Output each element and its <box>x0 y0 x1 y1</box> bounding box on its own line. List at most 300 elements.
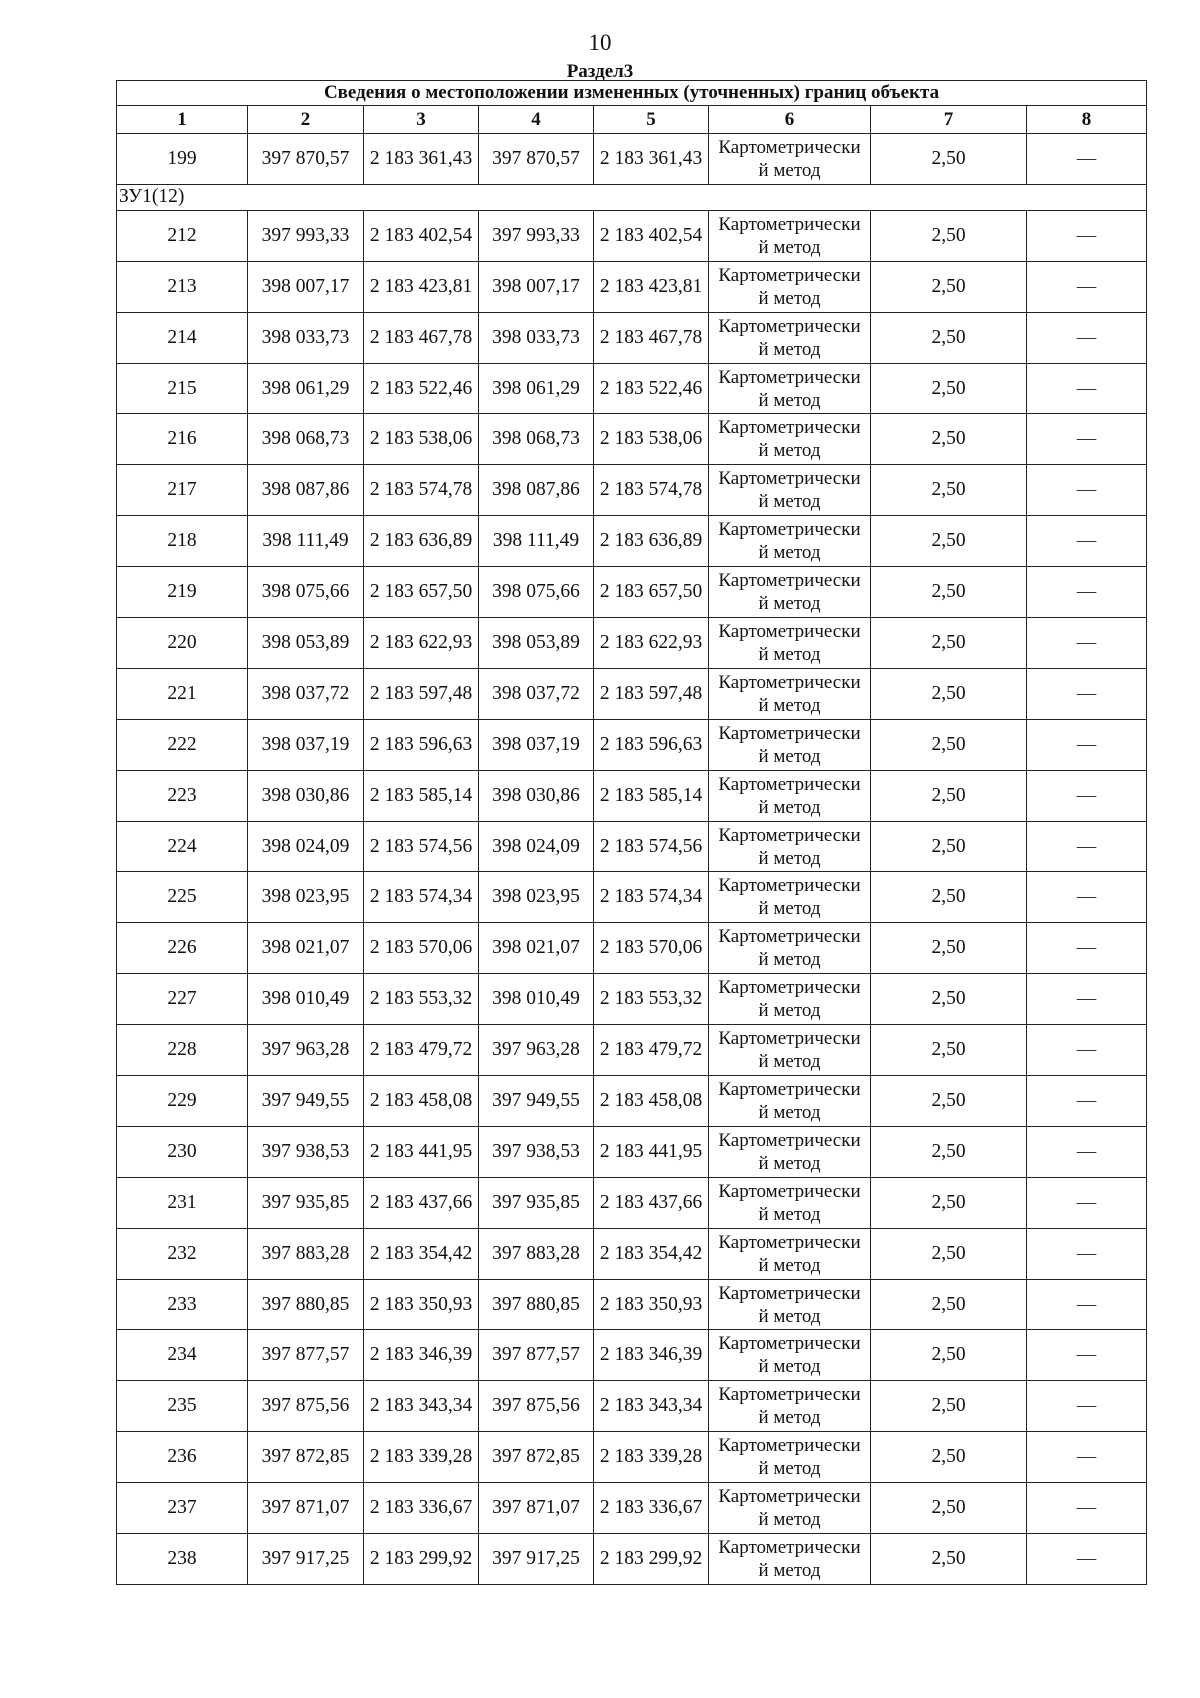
y-existing-cell: 2 183 423,81 <box>364 261 479 312</box>
column-number: 2 <box>248 106 364 134</box>
method-line: Картометрически <box>718 1384 861 1406</box>
method-line: Картометрически <box>718 1129 861 1151</box>
x-new-cell: 398 024,09 <box>479 821 594 872</box>
accuracy-cell: 2,50 <box>871 1076 1027 1127</box>
method-line: й метод <box>758 1356 821 1378</box>
table-row <box>117 618 1147 669</box>
x-existing-cell: 397 993,33 <box>248 210 364 261</box>
accuracy-cell: 2,50 <box>871 261 1027 312</box>
y-new-cell: 2 183 423,81 <box>594 261 709 312</box>
point-number-cell: 238 <box>117 1534 248 1585</box>
point-number-cell: 230 <box>117 1126 248 1177</box>
method-line: й метод <box>758 1254 821 1276</box>
x-existing-cell: 397 871,07 <box>248 1483 364 1534</box>
y-existing-cell: 2 183 570,06 <box>364 923 479 974</box>
note-cell: — <box>1027 312 1147 363</box>
note-cell: — <box>1027 210 1147 261</box>
method-cell <box>709 923 871 974</box>
accuracy-cell: 2,50 <box>871 1483 1027 1534</box>
method-line: й метод <box>758 1051 821 1073</box>
y-existing-cell: 2 183 574,34 <box>364 872 479 923</box>
x-new-cell: 397 883,28 <box>479 1228 594 1279</box>
accuracy-cell: 2,50 <box>871 668 1027 719</box>
accuracy-cell: 2,50 <box>871 618 1027 669</box>
accuracy-cell: 2,50 <box>871 312 1027 363</box>
x-new-cell: 397 872,85 <box>479 1432 594 1483</box>
table-row <box>117 312 1147 363</box>
method-line: Картометрически <box>718 824 861 846</box>
x-existing-cell: 398 053,89 <box>248 618 364 669</box>
y-new-cell: 2 183 299,92 <box>594 1534 709 1585</box>
y-existing-cell: 2 183 350,93 <box>364 1279 479 1330</box>
x-new-cell: 398 111,49 <box>479 516 594 567</box>
method-line: й метод <box>758 1458 821 1480</box>
table-row <box>117 974 1147 1025</box>
method-line: Картометрически <box>718 620 861 642</box>
note-cell: — <box>1027 134 1147 185</box>
method-cell <box>709 261 871 312</box>
note-cell: — <box>1027 821 1147 872</box>
method-line: Картометрически <box>718 722 861 744</box>
point-number-cell: 227 <box>117 974 248 1025</box>
method-line: й метод <box>758 287 821 309</box>
page-number: 10 <box>588 30 612 55</box>
accuracy-cell: 2,50 <box>871 974 1027 1025</box>
accuracy-cell: 2,50 <box>871 465 1027 516</box>
method-line: Картометрически <box>718 1078 861 1100</box>
table-row <box>117 261 1147 312</box>
accuracy-cell: 2,50 <box>871 1381 1027 1432</box>
x-new-cell: 398 033,73 <box>479 312 594 363</box>
note-cell: — <box>1027 618 1147 669</box>
method-cell <box>709 465 871 516</box>
method-line: й метод <box>758 159 821 181</box>
method-line: й метод <box>758 1101 821 1123</box>
y-new-cell: 2 183 597,48 <box>594 668 709 719</box>
y-new-cell: 2 183 441,95 <box>594 1126 709 1177</box>
x-new-cell: 398 030,86 <box>479 770 594 821</box>
note-cell: — <box>1027 1381 1147 1432</box>
method-cell <box>709 668 871 719</box>
x-existing-cell: 398 007,17 <box>248 261 364 312</box>
y-existing-cell: 2 183 299,92 <box>364 1534 479 1585</box>
y-new-cell: 2 183 346,39 <box>594 1330 709 1381</box>
method-cell <box>709 1177 871 1228</box>
point-number-cell: 226 <box>117 923 248 974</box>
y-new-cell: 2 183 522,46 <box>594 363 709 414</box>
point-number-cell: 215 <box>117 363 248 414</box>
method-cell <box>709 719 871 770</box>
y-existing-cell: 2 183 458,08 <box>364 1076 479 1127</box>
method-line: Картометрически <box>718 1333 861 1355</box>
x-existing-cell: 398 021,07 <box>248 923 364 974</box>
table-row <box>117 668 1147 719</box>
accuracy-cell: 2,50 <box>871 1279 1027 1330</box>
method-line: й метод <box>758 1000 821 1022</box>
x-new-cell: 397 949,55 <box>479 1076 594 1127</box>
y-new-cell: 2 183 402,54 <box>594 210 709 261</box>
x-new-cell: 397 938,53 <box>479 1126 594 1177</box>
method-cell <box>709 414 871 465</box>
y-new-cell: 2 183 622,93 <box>594 618 709 669</box>
table-row <box>117 1228 1147 1279</box>
point-number-cell: 212 <box>117 210 248 261</box>
method-cell <box>709 363 871 414</box>
y-new-cell: 2 183 458,08 <box>594 1076 709 1127</box>
note-cell: — <box>1027 1076 1147 1127</box>
section-title: Раздел3 <box>566 61 634 82</box>
method-line: й метод <box>758 796 821 818</box>
accuracy-cell: 2,50 <box>871 1025 1027 1076</box>
point-number-cell: 237 <box>117 1483 248 1534</box>
x-existing-cell: 398 010,49 <box>248 974 364 1025</box>
y-existing-cell: 2 183 585,14 <box>364 770 479 821</box>
table-row <box>117 134 1147 185</box>
y-existing-cell: 2 183 339,28 <box>364 1432 479 1483</box>
y-new-cell: 2 183 354,42 <box>594 1228 709 1279</box>
y-new-cell: 2 183 553,32 <box>594 974 709 1025</box>
table-row <box>117 1381 1147 1432</box>
x-existing-cell: 397 880,85 <box>248 1279 364 1330</box>
note-cell: — <box>1027 923 1147 974</box>
y-existing-cell: 2 183 596,63 <box>364 719 479 770</box>
y-new-cell: 2 183 574,56 <box>594 821 709 872</box>
point-number-cell: 236 <box>117 1432 248 1483</box>
x-existing-cell: 398 061,29 <box>248 363 364 414</box>
note-cell: — <box>1027 974 1147 1025</box>
method-cell <box>709 1432 871 1483</box>
x-new-cell: 398 075,66 <box>479 567 594 618</box>
method-line: Картометрически <box>718 315 861 337</box>
accuracy-cell: 2,50 <box>871 872 1027 923</box>
method-line: й метод <box>758 389 821 411</box>
method-cell <box>709 1076 871 1127</box>
note-cell: — <box>1027 1279 1147 1330</box>
note-cell: — <box>1027 668 1147 719</box>
point-number-cell: 216 <box>117 414 248 465</box>
y-existing-cell: 2 183 636,89 <box>364 516 479 567</box>
note-cell: — <box>1027 516 1147 567</box>
x-new-cell: 397 880,85 <box>479 1279 594 1330</box>
point-number-cell: 234 <box>117 1330 248 1381</box>
table-row <box>117 1076 1147 1127</box>
method-line: Картометрически <box>718 366 861 388</box>
point-number-cell: 221 <box>117 668 248 719</box>
accuracy-cell: 2,50 <box>871 770 1027 821</box>
table-row <box>117 516 1147 567</box>
method-line: й метод <box>758 440 821 462</box>
y-existing-cell: 2 183 574,78 <box>364 465 479 516</box>
y-existing-cell: 2 183 657,50 <box>364 567 479 618</box>
x-new-cell: 397 935,85 <box>479 1177 594 1228</box>
x-existing-cell: 397 963,28 <box>248 1025 364 1076</box>
accuracy-cell: 2,50 <box>871 1330 1027 1381</box>
y-new-cell: 2 183 467,78 <box>594 312 709 363</box>
note-cell: — <box>1027 1432 1147 1483</box>
method-line: Картометрически <box>718 136 861 158</box>
point-number-cell: 219 <box>117 567 248 618</box>
method-line: й метод <box>758 491 821 513</box>
y-new-cell: 2 183 657,50 <box>594 567 709 618</box>
y-existing-cell: 2 183 346,39 <box>364 1330 479 1381</box>
y-new-cell: 2 183 636,89 <box>594 516 709 567</box>
x-existing-cell: 398 111,49 <box>248 516 364 567</box>
table-row <box>117 363 1147 414</box>
accuracy-cell: 2,50 <box>871 516 1027 567</box>
method-line: й метод <box>758 338 821 360</box>
y-new-cell: 2 183 585,14 <box>594 770 709 821</box>
note-cell: — <box>1027 1025 1147 1076</box>
x-new-cell: 398 023,95 <box>479 872 594 923</box>
x-existing-cell: 398 087,86 <box>248 465 364 516</box>
y-existing-cell: 2 183 522,46 <box>364 363 479 414</box>
method-line: Картометрически <box>718 417 861 439</box>
x-existing-cell: 398 023,95 <box>248 872 364 923</box>
note-cell: — <box>1027 1177 1147 1228</box>
accuracy-cell: 2,50 <box>871 1534 1027 1585</box>
method-cell <box>709 1228 871 1279</box>
point-number-cell: 235 <box>117 1381 248 1432</box>
table-row <box>117 821 1147 872</box>
y-existing-cell: 2 183 622,93 <box>364 618 479 669</box>
y-existing-cell: 2 183 336,67 <box>364 1483 479 1534</box>
point-number-cell: 214 <box>117 312 248 363</box>
x-existing-cell: 398 068,73 <box>248 414 364 465</box>
x-new-cell: 397 877,57 <box>479 1330 594 1381</box>
point-number-cell: 231 <box>117 1177 248 1228</box>
x-new-cell: 398 010,49 <box>479 974 594 1025</box>
method-line: й метод <box>758 542 821 564</box>
table-row <box>117 1126 1147 1177</box>
accuracy-cell: 2,50 <box>871 1126 1027 1177</box>
group-label: ЗУ1(12) <box>117 184 1147 210</box>
method-line: Картометрически <box>718 671 861 693</box>
method-line: Картометрически <box>718 773 861 795</box>
point-number-cell: 225 <box>117 872 248 923</box>
method-line: й метод <box>758 593 821 615</box>
x-existing-cell: 397 877,57 <box>248 1330 364 1381</box>
x-new-cell: 398 037,19 <box>479 719 594 770</box>
x-new-cell: 398 087,86 <box>479 465 594 516</box>
point-number-cell: 223 <box>117 770 248 821</box>
group-row <box>117 184 1147 210</box>
x-new-cell: 398 053,89 <box>479 618 594 669</box>
y-new-cell: 2 183 479,72 <box>594 1025 709 1076</box>
y-new-cell: 2 183 361,43 <box>594 134 709 185</box>
point-number-cell: 232 <box>117 1228 248 1279</box>
method-line: й метод <box>758 694 821 716</box>
table-row <box>117 210 1147 261</box>
method-line: й метод <box>758 847 821 869</box>
point-number-cell: 217 <box>117 465 248 516</box>
method-cell <box>709 1534 871 1585</box>
x-existing-cell: 398 030,86 <box>248 770 364 821</box>
boundary-table <box>116 80 1147 1585</box>
y-new-cell: 2 183 570,06 <box>594 923 709 974</box>
x-new-cell: 397 993,33 <box>479 210 594 261</box>
x-new-cell: 398 061,29 <box>479 363 594 414</box>
method-line: Картометрически <box>718 1180 861 1202</box>
x-existing-cell: 397 872,85 <box>248 1432 364 1483</box>
note-cell: — <box>1027 719 1147 770</box>
accuracy-cell: 2,50 <box>871 1177 1027 1228</box>
table-row <box>117 1432 1147 1483</box>
point-number-cell: 213 <box>117 261 248 312</box>
y-new-cell: 2 183 339,28 <box>594 1432 709 1483</box>
x-new-cell: 398 007,17 <box>479 261 594 312</box>
method-line: Картометрически <box>718 213 861 235</box>
y-existing-cell: 2 183 553,32 <box>364 974 479 1025</box>
accuracy-cell: 2,50 <box>871 414 1027 465</box>
method-line: й метод <box>758 1305 821 1327</box>
method-line: Картометрически <box>718 1536 861 1558</box>
x-existing-cell: 397 938,53 <box>248 1126 364 1177</box>
method-line: й метод <box>758 949 821 971</box>
y-new-cell: 2 183 574,78 <box>594 465 709 516</box>
method-line: й метод <box>758 1152 821 1174</box>
y-new-cell: 2 183 437,66 <box>594 1177 709 1228</box>
method-cell <box>709 1483 871 1534</box>
x-existing-cell: 397 883,28 <box>248 1228 364 1279</box>
table-row <box>117 1025 1147 1076</box>
y-existing-cell: 2 183 437,66 <box>364 1177 479 1228</box>
x-existing-cell: 398 037,19 <box>248 719 364 770</box>
x-existing-cell: 397 917,25 <box>248 1534 364 1585</box>
point-number-cell: 229 <box>117 1076 248 1127</box>
accuracy-cell: 2,50 <box>871 1432 1027 1483</box>
table-row <box>117 770 1147 821</box>
accuracy-cell: 2,50 <box>871 923 1027 974</box>
note-cell: — <box>1027 770 1147 821</box>
table-row <box>117 1177 1147 1228</box>
column-number: 3 <box>364 106 479 134</box>
method-line: Картометрически <box>718 1435 861 1457</box>
method-cell <box>709 974 871 1025</box>
table-row <box>117 719 1147 770</box>
x-new-cell: 398 068,73 <box>479 414 594 465</box>
accuracy-cell: 2,50 <box>871 210 1027 261</box>
method-line: й метод <box>758 898 821 920</box>
x-existing-cell: 398 024,09 <box>248 821 364 872</box>
x-new-cell: 398 021,07 <box>479 923 594 974</box>
table-row <box>117 1534 1147 1585</box>
method-line: Картометрически <box>718 570 861 592</box>
x-new-cell: 397 917,25 <box>479 1534 594 1585</box>
table-row <box>117 872 1147 923</box>
method-line: Картометрически <box>718 1282 861 1304</box>
method-line: Картометрически <box>718 519 861 541</box>
accuracy-cell: 2,50 <box>871 719 1027 770</box>
table-row <box>117 1279 1147 1330</box>
point-number-cell: 218 <box>117 516 248 567</box>
method-cell <box>709 1126 871 1177</box>
x-new-cell: 398 037,72 <box>479 668 594 719</box>
column-number: 8 <box>1027 106 1147 134</box>
column-number: 5 <box>594 106 709 134</box>
method-cell <box>709 618 871 669</box>
method-line: Картометрически <box>718 1486 861 1508</box>
x-existing-cell: 398 075,66 <box>248 567 364 618</box>
y-new-cell: 2 183 596,63 <box>594 719 709 770</box>
x-new-cell: 397 871,07 <box>479 1483 594 1534</box>
note-cell: — <box>1027 465 1147 516</box>
table-row <box>117 1330 1147 1381</box>
x-existing-cell: 397 870,57 <box>248 134 364 185</box>
method-line: Картометрически <box>718 875 861 897</box>
method-line: й метод <box>758 1203 821 1225</box>
note-cell: — <box>1027 1534 1147 1585</box>
method-cell <box>709 770 871 821</box>
column-number: 4 <box>479 106 594 134</box>
note-cell: — <box>1027 1228 1147 1279</box>
y-existing-cell: 2 183 402,54 <box>364 210 479 261</box>
point-number-cell: 199 <box>117 134 248 185</box>
column-number-row <box>117 106 1147 134</box>
point-number-cell: 222 <box>117 719 248 770</box>
method-line: й метод <box>758 1559 821 1581</box>
y-existing-cell: 2 183 467,78 <box>364 312 479 363</box>
note-cell: — <box>1027 567 1147 618</box>
x-new-cell: 397 963,28 <box>479 1025 594 1076</box>
method-line: й метод <box>758 745 821 767</box>
y-existing-cell: 2 183 441,95 <box>364 1126 479 1177</box>
point-number-cell: 224 <box>117 821 248 872</box>
method-line: Картометрически <box>718 1231 861 1253</box>
table-row <box>117 923 1147 974</box>
method-cell <box>709 1330 871 1381</box>
note-cell: — <box>1027 1126 1147 1177</box>
accuracy-cell: 2,50 <box>871 134 1027 185</box>
method-cell <box>709 821 871 872</box>
table-row <box>117 567 1147 618</box>
point-number-cell: 228 <box>117 1025 248 1076</box>
x-existing-cell: 398 033,73 <box>248 312 364 363</box>
table-row <box>117 1483 1147 1534</box>
method-cell <box>709 312 871 363</box>
x-new-cell: 397 870,57 <box>479 134 594 185</box>
method-line: Картометрически <box>718 1028 861 1050</box>
accuracy-cell: 2,50 <box>871 363 1027 414</box>
y-existing-cell: 2 183 574,56 <box>364 821 479 872</box>
y-existing-cell: 2 183 354,42 <box>364 1228 479 1279</box>
method-cell <box>709 567 871 618</box>
method-line: й метод <box>758 1509 821 1531</box>
y-existing-cell: 2 183 361,43 <box>364 134 479 185</box>
accuracy-cell: 2,50 <box>871 567 1027 618</box>
column-number: 6 <box>709 106 871 134</box>
y-existing-cell: 2 183 479,72 <box>364 1025 479 1076</box>
y-new-cell: 2 183 343,34 <box>594 1381 709 1432</box>
table-row <box>117 414 1147 465</box>
method-cell <box>709 134 871 185</box>
method-cell <box>709 210 871 261</box>
method-cell <box>709 1381 871 1432</box>
y-new-cell: 2 183 350,93 <box>594 1279 709 1330</box>
y-new-cell: 2 183 336,67 <box>594 1483 709 1534</box>
method-line: й метод <box>758 1407 821 1429</box>
note-cell: — <box>1027 872 1147 923</box>
method-line: Картометрически <box>718 977 861 999</box>
point-number-cell: 233 <box>117 1279 248 1330</box>
method-line: Картометрически <box>718 264 861 286</box>
table-caption: Сведения о местоположении измененных (уточненных) границ объекта <box>117 81 1147 106</box>
table-row <box>117 465 1147 516</box>
x-existing-cell: 397 935,85 <box>248 1177 364 1228</box>
point-number-cell: 220 <box>117 618 248 669</box>
note-cell: — <box>1027 1330 1147 1381</box>
x-existing-cell: 398 037,72 <box>248 668 364 719</box>
note-cell: — <box>1027 414 1147 465</box>
